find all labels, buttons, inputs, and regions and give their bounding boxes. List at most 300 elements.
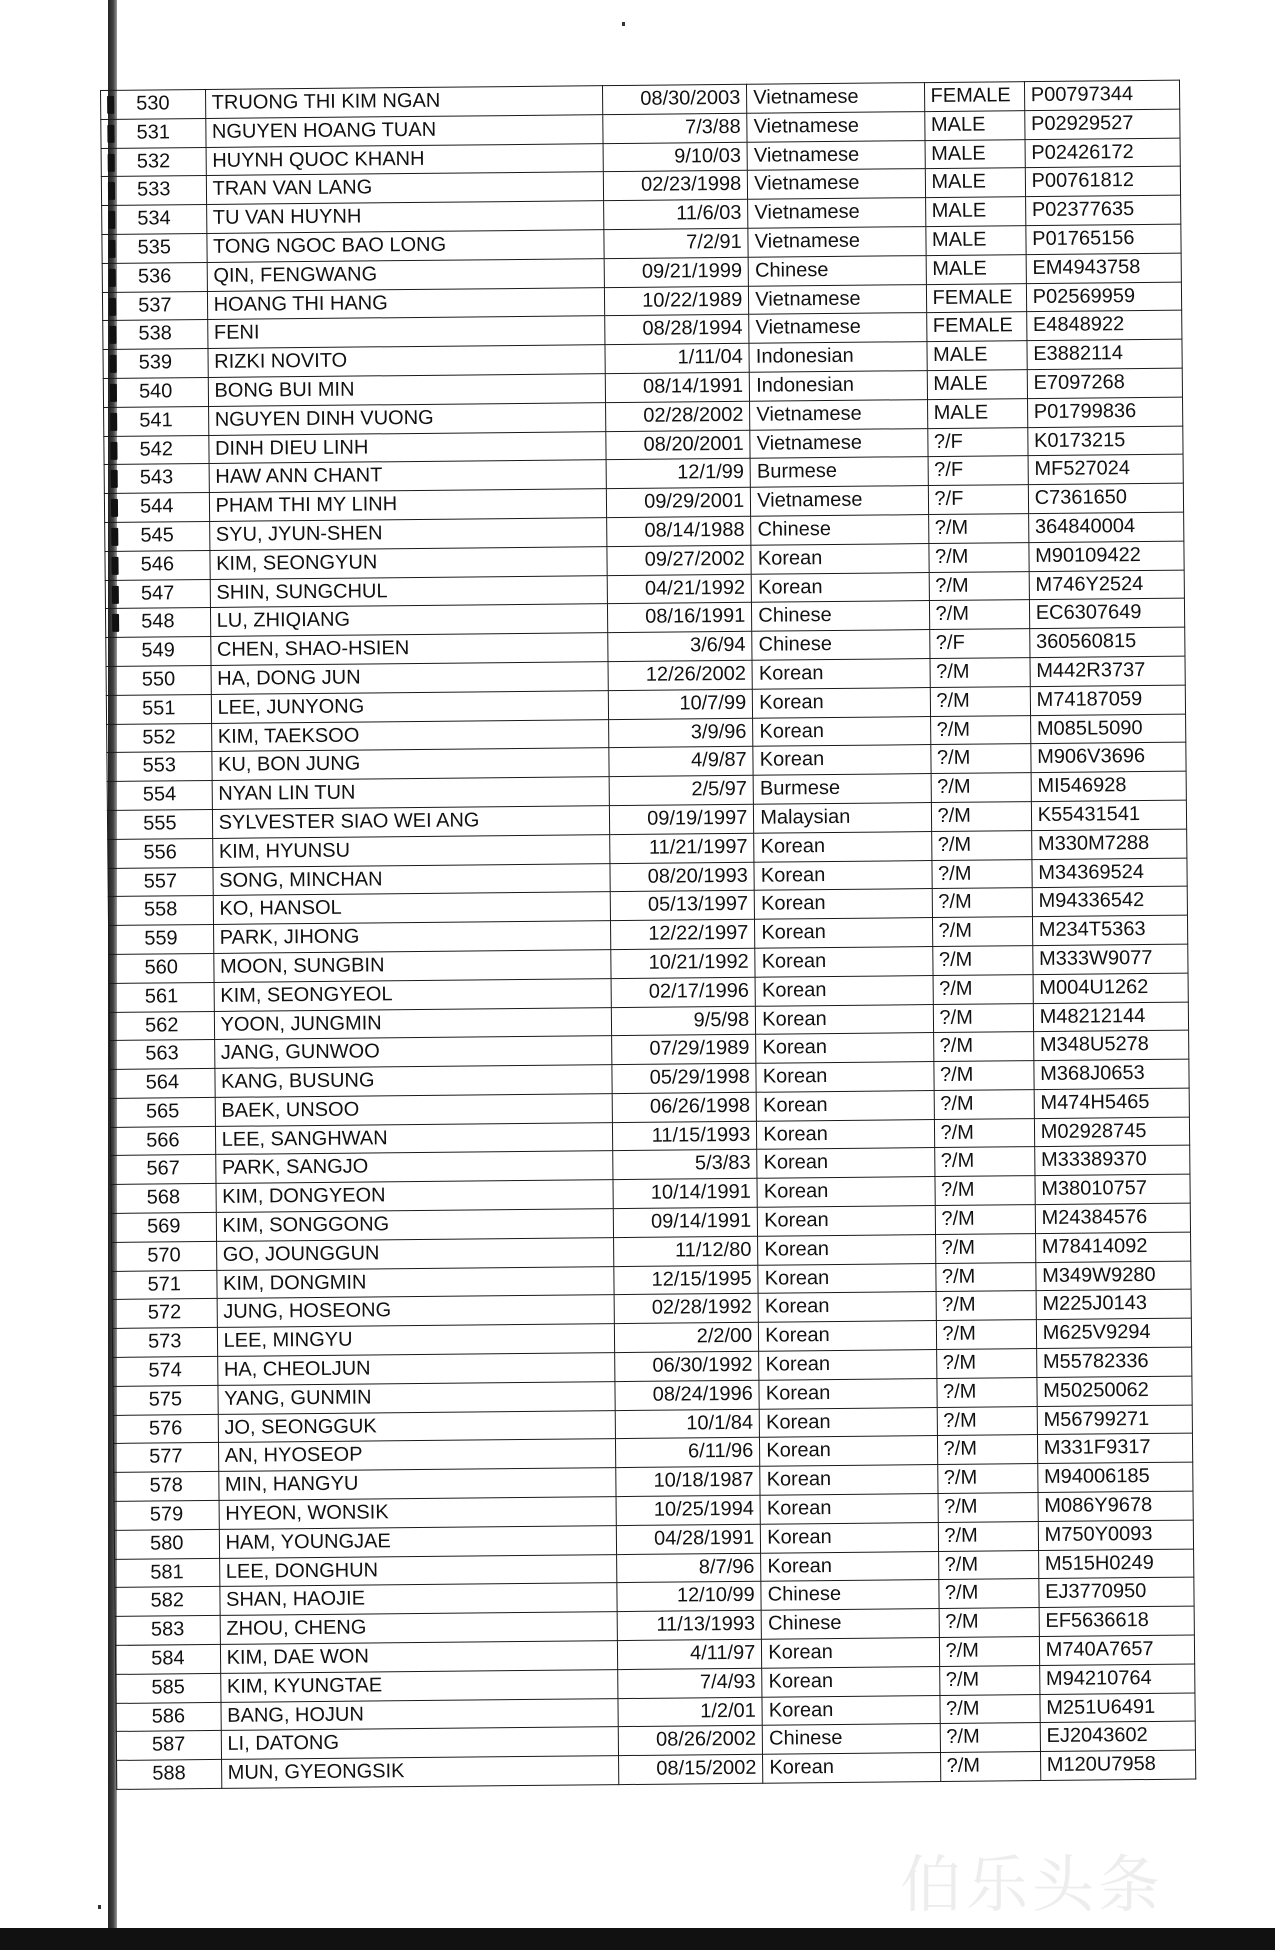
row-name <box>221 1698 619 1731</box>
row-passport-number-text: E4848922 <box>1032 313 1125 337</box>
row-passport-number <box>1039 1578 1195 1608</box>
row-name <box>217 1353 615 1386</box>
row-name <box>218 1410 616 1443</box>
scan-speck <box>622 22 625 26</box>
row-number-text: 542 <box>139 437 174 461</box>
row-name <box>219 1525 617 1558</box>
row-number-text: 575 <box>148 1388 183 1411</box>
row-date-of-birth-text: 11/15/1993 <box>651 1123 751 1147</box>
row-passport-number <box>1027 426 1183 456</box>
row-date-of-birth <box>617 1639 761 1669</box>
row-sex <box>925 139 1025 169</box>
row-date-of-birth-text: 9/5/98 <box>693 1008 750 1031</box>
row-date-of-birth-text: 09/21/1999 <box>641 259 743 283</box>
row-sex-text: ?/M <box>941 1265 976 1288</box>
row-passport-number-text: M474H5465 <box>1040 1090 1150 1114</box>
row-sex-text: ?/M <box>945 1639 979 1662</box>
row-passport-number <box>1035 1261 1191 1291</box>
row-date-of-birth <box>614 1236 758 1266</box>
row-date-of-birth-text: 3/6/94 <box>689 633 746 657</box>
row-passport-number <box>1032 944 1188 974</box>
row-nationality <box>758 1234 936 1264</box>
row-number <box>114 1529 219 1559</box>
row-number <box>108 896 213 926</box>
row-passport-number-text: 360560815 <box>1035 630 1137 654</box>
row-name-text: PARK, JIHONG <box>219 925 360 949</box>
row-passport-number-text: M331F9317 <box>1043 1436 1151 1460</box>
row-number-text: 551 <box>141 697 176 720</box>
row-name <box>211 690 609 723</box>
row-nationality-text: Indonesian <box>755 344 854 368</box>
row-name <box>207 287 605 320</box>
row-date-of-birth <box>606 430 750 460</box>
row-sex-text: ?/M <box>938 919 973 943</box>
row-passport-number <box>1040 1693 1196 1723</box>
row-passport-number-text: M120U7958 <box>1046 1753 1156 1777</box>
row-sex <box>930 686 1030 716</box>
row-number <box>103 377 208 407</box>
row-passport-number <box>1034 1088 1190 1118</box>
row-date-of-birth-text: 09/14/1991 <box>650 1209 752 1233</box>
row-sex-text: ?/M <box>944 1553 979 1576</box>
row-name <box>221 1756 619 1789</box>
row-date-of-birth-text: 08/26/2002 <box>655 1728 757 1752</box>
margin-mark <box>108 240 115 258</box>
row-name <box>206 201 604 234</box>
row-name-text: KIM, KYUNGTAE <box>226 1674 383 1698</box>
row-name-text: BONG BUI MIN <box>214 378 355 402</box>
row-number <box>116 1702 221 1732</box>
row-passport-number <box>1029 598 1185 628</box>
row-passport-number <box>1035 1174 1191 1204</box>
row-name-text: TRAN VAN LANG <box>212 176 373 201</box>
row-passport-number <box>1035 1232 1191 1262</box>
row-passport-number-text: M349W9280 <box>1042 1263 1156 1287</box>
row-sex-text: ?/M <box>936 660 970 683</box>
row-name <box>209 518 607 551</box>
row-name-text: HYEON, WONSIK <box>225 1501 389 1525</box>
margin-mark <box>110 413 117 431</box>
row-number <box>112 1299 217 1329</box>
row-name-text: YOON, JUNGMIN <box>220 1011 382 1036</box>
row-number <box>103 320 208 350</box>
row-sex-text: MALE <box>931 228 987 252</box>
row-nationality <box>755 946 933 976</box>
row-name <box>213 892 611 925</box>
margin-mark <box>107 96 114 114</box>
row-date-of-birth-text: 2/5/97 <box>691 777 748 801</box>
margin-mark <box>110 441 117 459</box>
row-passport-number-text: 364840004 <box>1034 515 1136 538</box>
row-nationality-text: Chinese <box>758 633 833 656</box>
row-number <box>109 925 214 955</box>
row-number <box>106 665 211 695</box>
row-passport-number <box>1038 1549 1194 1579</box>
row-sex <box>926 341 1026 371</box>
row-date-of-birth-text: 7/3/88 <box>684 115 741 139</box>
row-sex-text: MALE <box>933 401 989 424</box>
row-name <box>211 748 609 781</box>
row-date-of-birth <box>609 718 753 748</box>
row-sex <box>936 1349 1036 1379</box>
row-nationality-text: Korean <box>760 863 826 887</box>
row-passport-number <box>1026 224 1182 254</box>
row-date-of-birth <box>613 1150 757 1180</box>
row-passport-number <box>1033 973 1189 1003</box>
row-date-of-birth <box>614 1323 758 1353</box>
row-date-of-birth <box>609 747 753 777</box>
row-nationality-text: Vietnamese <box>753 114 860 138</box>
row-nationality-text: Vietnamese <box>753 85 859 109</box>
row-passport-number <box>1026 311 1182 341</box>
row-number <box>116 1673 221 1703</box>
row-passport-number <box>1025 167 1181 197</box>
row-sex <box>929 571 1029 601</box>
ledger-body <box>101 80 1196 1789</box>
row-date-of-birth-text: 8/7/96 <box>698 1555 755 1578</box>
row-name-text: NYAN LIN TUN <box>218 781 356 806</box>
row-name <box>217 1295 615 1328</box>
row-passport-number <box>1037 1376 1193 1406</box>
row-number <box>113 1356 218 1386</box>
row-number <box>101 176 206 206</box>
row-sex <box>926 254 1026 284</box>
row-sex <box>931 802 1031 832</box>
margin-mark <box>109 269 116 287</box>
row-nationality <box>753 716 931 746</box>
row-number-text: 537 <box>138 293 172 317</box>
row-name <box>207 316 605 349</box>
row-nationality-text: Korean <box>758 662 824 685</box>
row-nationality-text: Korean <box>769 1756 835 1779</box>
row-sex <box>939 1665 1039 1695</box>
row-name-text: PARK, SANGJO <box>221 1155 369 1180</box>
row-number <box>109 982 214 1012</box>
row-nationality <box>747 111 925 141</box>
row-date-of-birth-text: 4/9/87 <box>691 749 747 772</box>
row-date-of-birth <box>616 1495 760 1525</box>
row-number-text: 554 <box>142 783 177 806</box>
row-passport-number <box>1034 1146 1190 1176</box>
row-date-of-birth-text: 11/21/1997 <box>648 835 748 859</box>
row-name-text: GO, JOUNGGUN <box>222 1242 380 1266</box>
row-passport-number <box>1026 253 1182 283</box>
row-date-of-birth-text: 1/2/01 <box>700 1699 756 1722</box>
row-number-text: 571 <box>147 1272 182 1296</box>
row-date-of-birth <box>611 977 755 1007</box>
row-nationality-text: Korean <box>768 1669 834 1693</box>
row-date-of-birth-text: 11/6/03 <box>676 202 742 225</box>
row-number-text: 535 <box>137 236 172 259</box>
row-name-text: LEE, SANGHWAN <box>221 1126 388 1151</box>
row-number-text: 573 <box>148 1330 182 1353</box>
row-number-text: 587 <box>151 1733 186 1756</box>
row-name-text: FENI <box>213 321 260 345</box>
row-nationality-text: Korean <box>761 949 827 973</box>
row-number-text: 547 <box>140 581 175 605</box>
row-sex <box>930 715 1030 745</box>
row-number <box>104 464 209 494</box>
row-nationality <box>757 1148 935 1178</box>
row-number <box>108 838 213 868</box>
row-name-text: SHIN, SUNGCHUL <box>216 579 388 604</box>
row-name-text: LEE, JUNYONG <box>217 695 365 719</box>
margin-mark <box>110 384 117 402</box>
row-sex <box>936 1291 1036 1321</box>
row-sex-text: ?/M <box>942 1322 976 1346</box>
row-nationality <box>760 1436 938 1466</box>
row-nationality <box>756 1090 934 1120</box>
row-passport-number-text: P02426172 <box>1031 140 1134 164</box>
row-number <box>115 1616 220 1646</box>
row-nationality <box>756 1004 934 1034</box>
row-sex <box>933 1003 1033 1033</box>
row-nationality <box>754 860 932 890</box>
row-sex-text: ?/M <box>943 1409 977 1432</box>
row-sex <box>938 1521 1038 1551</box>
row-number <box>102 262 207 292</box>
row-passport-number-text: M38010757 <box>1041 1177 1148 1201</box>
row-date-of-birth <box>610 891 754 921</box>
row-date-of-birth-text: 08/20/1993 <box>647 864 748 888</box>
row-nationality <box>748 169 926 199</box>
row-nationality-text: Korean <box>761 892 826 916</box>
row-sex <box>938 1579 1038 1609</box>
row-name-text: KIM, DONGYEON <box>222 1184 386 1209</box>
row-name <box>207 258 605 291</box>
row-date-of-birth <box>617 1610 761 1640</box>
row-name <box>206 143 604 176</box>
row-sex <box>936 1320 1036 1350</box>
row-number-text: 576 <box>148 1416 183 1440</box>
row-date-of-birth <box>604 228 748 258</box>
row-sex-text: ?/M <box>939 1006 973 1029</box>
row-nationality-text: Korean <box>768 1698 834 1722</box>
row-date-of-birth-text: 02/28/1992 <box>651 1296 753 1320</box>
row-name-text: BAEK, UNSOO <box>221 1098 360 1122</box>
row-sex-text: ?/F <box>934 459 964 482</box>
row-date-of-birth-text: 7/2/91 <box>686 230 742 254</box>
row-name-text: HUYNH QUOC KHANH <box>212 147 425 172</box>
row-nationality <box>747 83 925 113</box>
row-name <box>206 172 604 205</box>
row-sex-text: ?/M <box>940 1092 974 1115</box>
row-number-text: 569 <box>146 1215 181 1238</box>
row-date-of-birth <box>608 631 752 661</box>
row-number <box>102 291 207 321</box>
row-sex <box>927 427 1027 457</box>
row-sex <box>939 1608 1039 1638</box>
row-date-of-birth <box>603 171 747 201</box>
row-nationality <box>752 630 930 660</box>
row-sex-text: ?/F <box>934 487 964 511</box>
row-nationality-text: Korean <box>761 921 826 944</box>
row-passport-number <box>1038 1520 1194 1550</box>
row-number-text: 586 <box>151 1704 186 1728</box>
row-name-text: LEE, DONGHUN <box>225 1559 379 1583</box>
row-date-of-birth-text: 09/19/1997 <box>647 806 748 830</box>
row-name <box>211 662 609 695</box>
row-date-of-birth <box>619 1754 763 1784</box>
row-passport-number <box>1028 512 1184 542</box>
passenger-ledger-table <box>100 80 1196 1790</box>
row-number-text: 536 <box>137 265 172 288</box>
margin-mark <box>111 470 118 488</box>
row-name-text: KIM, SONGGONG <box>222 1213 390 1237</box>
row-sex <box>928 514 1028 544</box>
row-number <box>117 1760 222 1790</box>
row-sex <box>930 744 1030 774</box>
row-sex <box>939 1637 1039 1667</box>
row-nationality <box>751 543 929 573</box>
margin-mark <box>110 355 117 373</box>
row-nationality <box>755 975 933 1005</box>
row-passport-number-text: M086Y9678 <box>1044 1494 1153 1518</box>
row-date-of-birth <box>615 1380 759 1410</box>
margin-mark <box>109 326 116 344</box>
row-date-of-birth-text: 08/24/1996 <box>652 1382 753 1406</box>
row-sex <box>934 1176 1034 1206</box>
row-name-text: KIM, DAE WON <box>226 1645 369 1669</box>
row-sex <box>925 226 1025 256</box>
row-nationality-text: Chinese <box>758 604 832 628</box>
row-passport-number-text: M251U6491 <box>1046 1695 1156 1719</box>
row-sex-text: MALE <box>931 199 987 223</box>
row-date-of-birth-text: 6/11/96 <box>688 1440 754 1463</box>
row-date-of-birth <box>605 343 749 373</box>
row-nationality <box>759 1378 937 1408</box>
row-sex-text: ?/M <box>941 1178 975 1202</box>
watermark-logo: 伯乐头条 <box>900 1848 1165 1921</box>
row-date-of-birth-text: 02/28/2002 <box>643 403 744 427</box>
row-passport-number-text: M48212144 <box>1039 1004 1146 1028</box>
row-date-of-birth-text: 10/21/1992 <box>648 950 749 974</box>
row-nationality-text: Korean <box>765 1324 830 1347</box>
row-number-text: 530 <box>136 92 170 115</box>
row-passport-number <box>1039 1635 1195 1665</box>
row-number <box>110 1097 215 1127</box>
row-number <box>111 1184 216 1214</box>
row-date-of-birth-text: 5/3/83 <box>694 1152 751 1175</box>
row-date-of-birth <box>603 113 747 143</box>
row-passport-number <box>1036 1318 1192 1348</box>
row-number <box>108 867 213 897</box>
row-passport-number <box>1025 138 1181 168</box>
row-date-of-birth <box>604 286 748 316</box>
row-number <box>112 1328 217 1358</box>
row-passport-number <box>1037 1434 1193 1464</box>
row-sex-text: ?/M <box>934 545 969 568</box>
row-nationality <box>760 1465 938 1495</box>
row-date-of-birth <box>611 948 755 978</box>
row-sex-text: ?/M <box>937 862 972 885</box>
row-date-of-birth <box>611 1006 755 1036</box>
row-number-text: 579 <box>149 1503 184 1526</box>
row-nationality <box>758 1206 936 1236</box>
row-date-of-birth-text: 02/17/1996 <box>648 979 750 1003</box>
row-number <box>112 1270 217 1300</box>
row-number-text: 582 <box>150 1589 185 1613</box>
row-number-text: 570 <box>147 1244 181 1267</box>
row-name <box>210 633 608 666</box>
row-number-text: 543 <box>139 466 174 489</box>
row-passport-number-text: EC6307649 <box>1035 601 1142 625</box>
row-name-text: HOANG THI HANG <box>213 291 388 316</box>
row-number-text: 549 <box>141 639 175 662</box>
row-passport-number-text: M33389370 <box>1040 1148 1147 1172</box>
row-nationality <box>762 1638 940 1668</box>
row-number <box>102 233 207 263</box>
row-date-of-birth-text: 10/22/1989 <box>642 288 743 312</box>
row-date-of-birth-text: 05/13/1997 <box>647 893 749 917</box>
row-date-of-birth-text: 10/25/1994 <box>653 1497 755 1521</box>
row-name <box>213 863 611 896</box>
row-sex-text: ?/M <box>944 1582 979 1605</box>
row-nationality-text: Chinese <box>767 1583 842 1607</box>
row-nationality-text: Korean <box>768 1641 833 1664</box>
row-passport-number-text: K0173215 <box>1034 428 1126 452</box>
row-sex-text: MALE <box>933 372 988 395</box>
row-nationality <box>758 1292 936 1322</box>
row-passport-number <box>1031 829 1187 859</box>
row-passport-number <box>1031 771 1187 801</box>
row-number-text: 581 <box>150 1560 184 1584</box>
row-number-text: 545 <box>140 524 174 547</box>
row-passport-number-text: M004U1262 <box>1039 975 1149 999</box>
row-nationality <box>759 1407 937 1437</box>
row-date-of-birth-text: 09/27/2002 <box>644 547 745 571</box>
row-name <box>219 1554 617 1587</box>
row-sex-text: MALE <box>930 113 986 136</box>
row-nationality <box>753 774 931 804</box>
row-number-text: 557 <box>143 869 178 893</box>
row-nationality-text: Malaysian <box>760 805 851 829</box>
row-number <box>107 752 212 782</box>
row-number <box>105 521 210 551</box>
row-passport-number-text: M90109422 <box>1035 543 1141 567</box>
row-passport-number <box>1036 1347 1192 1377</box>
row-number-text: 561 <box>144 984 179 1008</box>
row-nationality-text: Korean <box>763 1151 829 1175</box>
row-date-of-birth-text: 12/26/2002 <box>645 662 747 686</box>
row-sex <box>937 1464 1037 1494</box>
row-name <box>209 460 607 493</box>
row-sex <box>932 917 1032 947</box>
row-sex-text: ?/M <box>943 1466 978 1490</box>
row-number-text: 566 <box>146 1128 180 1152</box>
row-sex <box>931 859 1031 889</box>
row-sex-text: ?/M <box>938 948 973 971</box>
row-name-text: MUN, GYEONGSIK <box>227 1760 405 1785</box>
row-number-text: 563 <box>145 1042 179 1065</box>
row-name <box>217 1324 615 1357</box>
row-passport-number <box>1030 714 1186 744</box>
margin-mark <box>108 211 115 229</box>
row-sex <box>937 1435 1037 1465</box>
row-nationality <box>756 1062 934 1092</box>
row-date-of-birth-text: 10/14/1991 <box>650 1181 751 1205</box>
row-name-text: JUNG, HOSEONG <box>223 1299 392 1324</box>
row-nationality <box>757 1119 935 1149</box>
row-nationality <box>750 371 928 401</box>
row-sex <box>934 1089 1034 1119</box>
row-name <box>214 978 612 1011</box>
row-date-of-birth <box>615 1409 759 1439</box>
row-date-of-birth-text: 08/14/1988 <box>644 518 745 542</box>
row-number-text: 539 <box>138 351 173 374</box>
row-date-of-birth <box>613 1179 757 1209</box>
row-sex <box>928 485 1028 515</box>
